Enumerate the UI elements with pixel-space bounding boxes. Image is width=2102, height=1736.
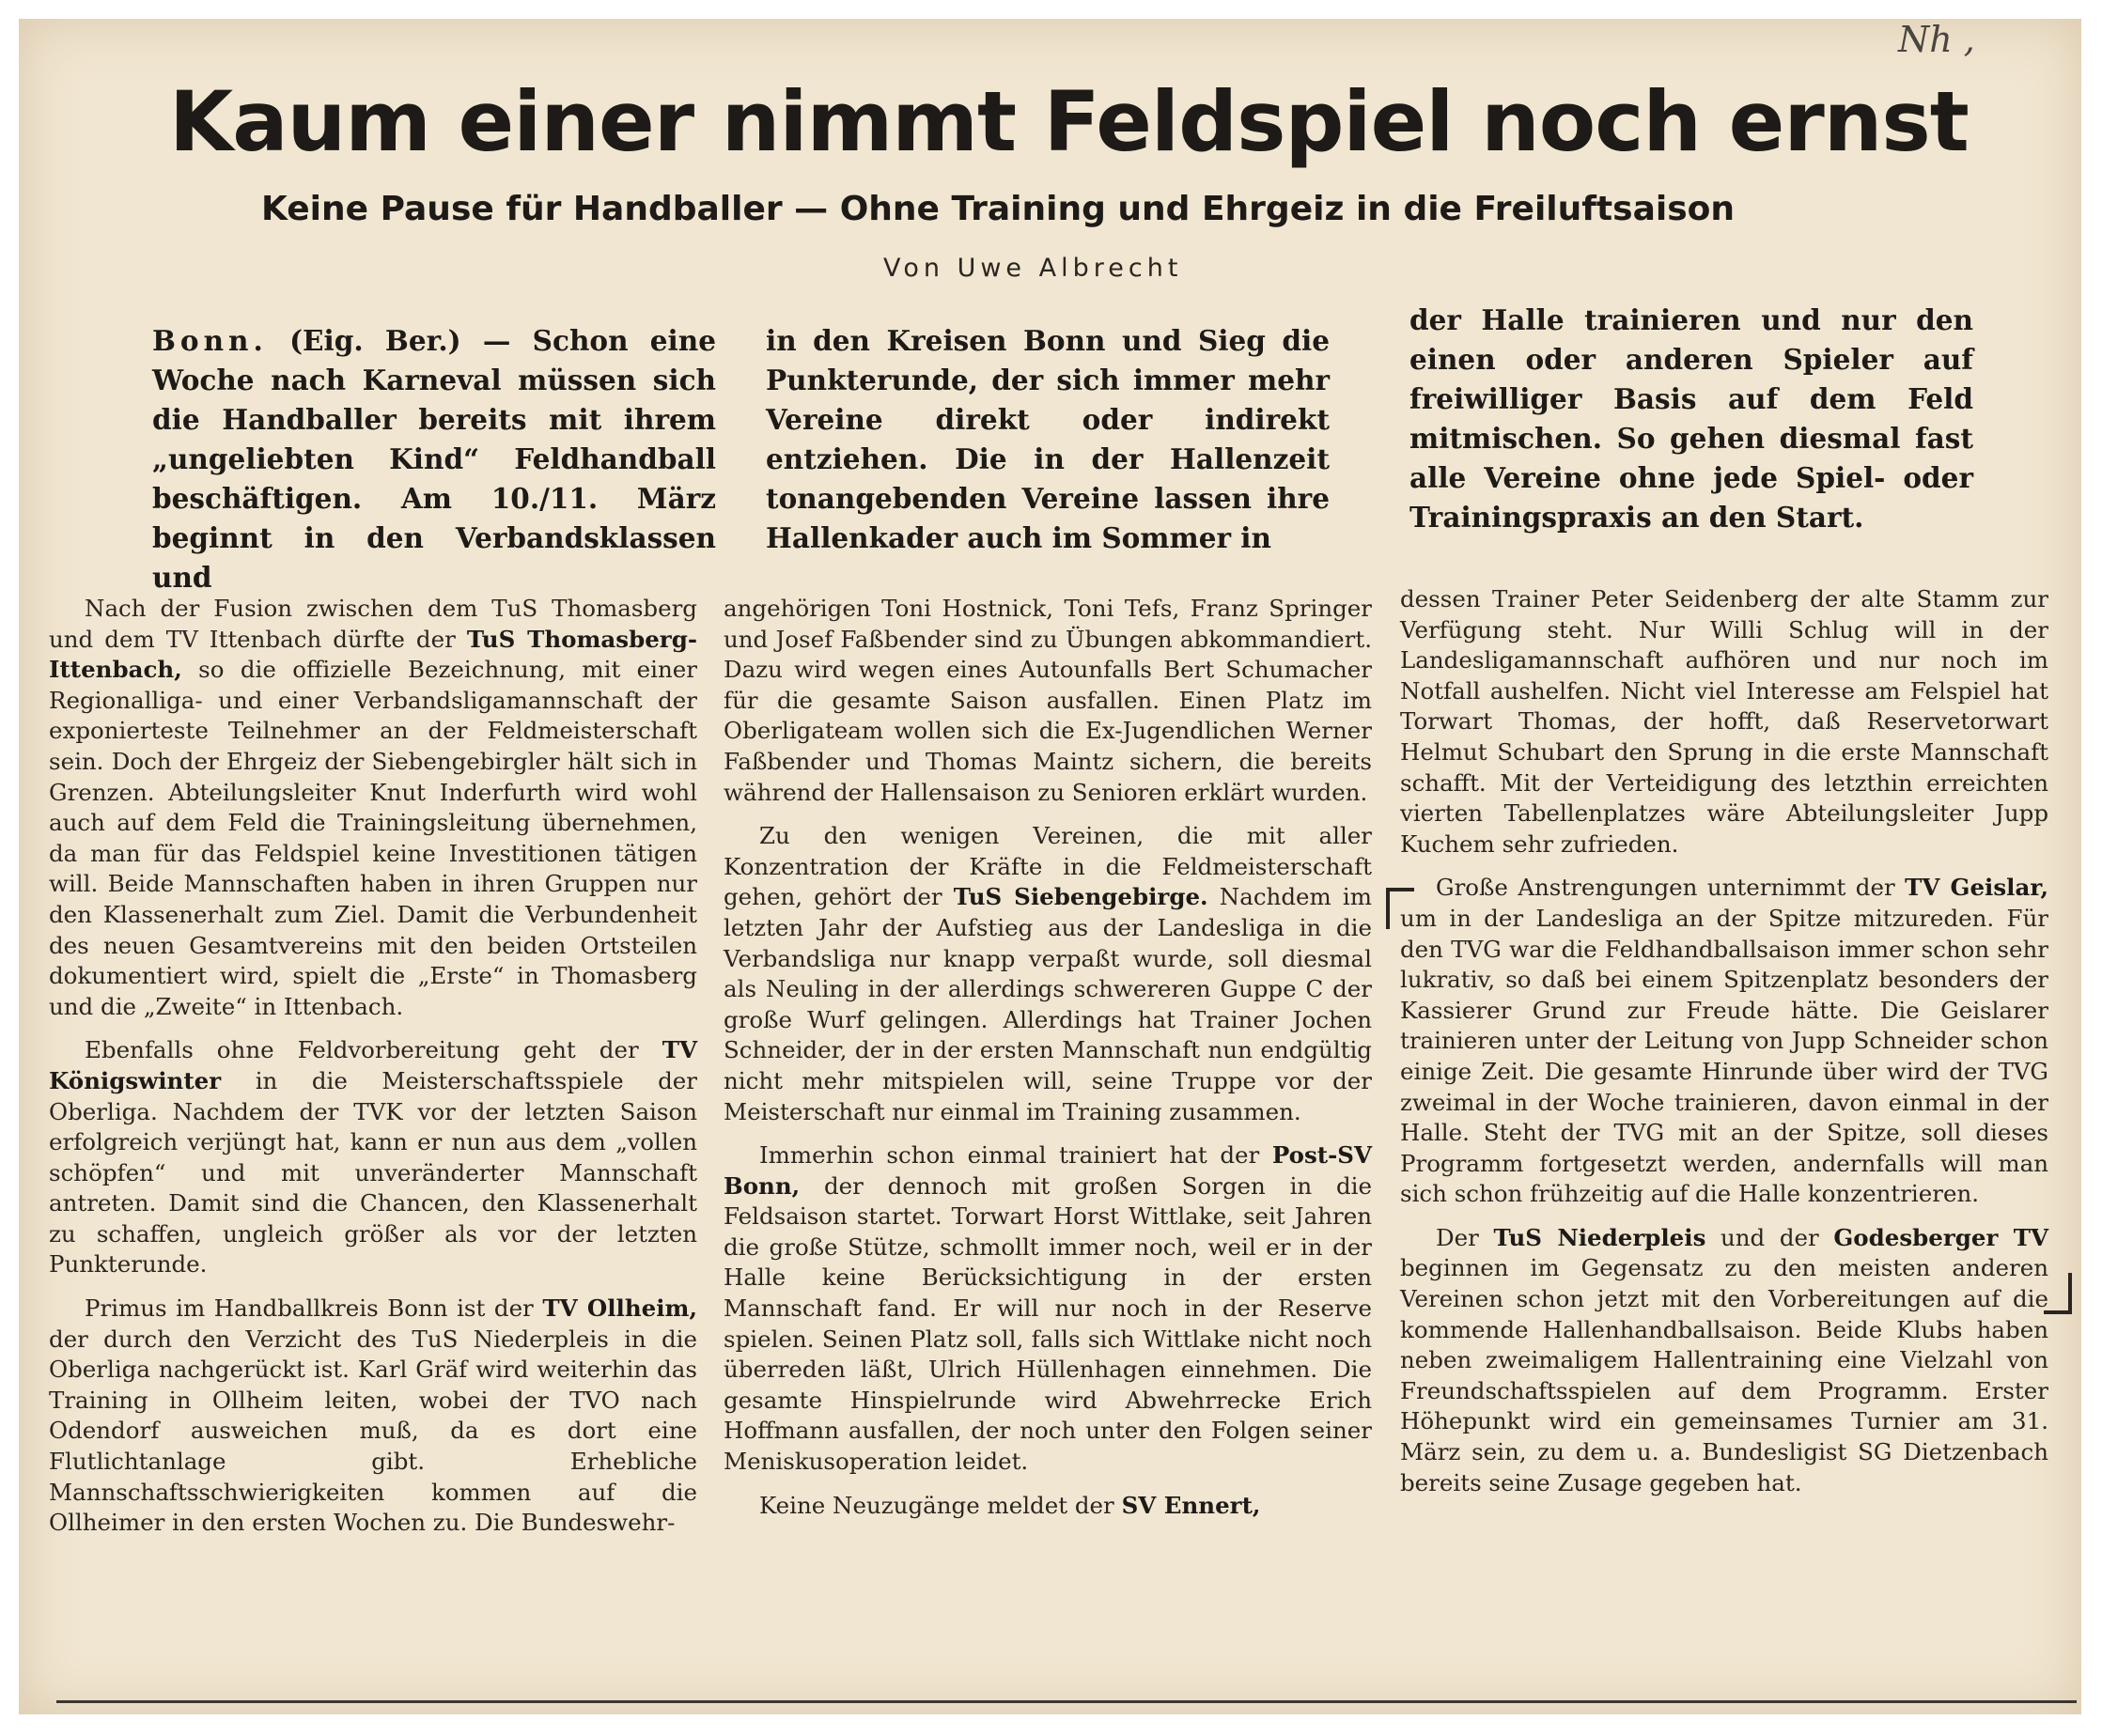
paragraph: Primus im Handballkreis Bonn ist der TV Ollheim, der durch den Verzicht des TuS Niederpleis in die Oberliga nachgerückt ist. Karl Gräf wird weiterhin das Training in Ollheim leiten, wobei der TVO nach Odendorf ausweichen muß, da es dort eine Flutlichtanlage gibt. Erhebliche Mannschaftsschwierigkeiten kommen auf die Ollheimer in den ersten Wochen zu. Die Bundeswehr- xyxy=(49,1294,697,1537)
bottom-rule xyxy=(56,1700,2077,1703)
lead-text-1: (Eig. Ber.) — Schon eine Woche nach Karneval müssen sich die Handballer bereits mit ihrem „ungeliebten Kind“ Feldhandball beschäftigen. Am 10./11. März beginnt in den Verbandsklassen und xyxy=(152,324,716,594)
paragraph: Der TuS Niederpleis und der Godesberger TV beginnen im Gegensatz zu den meisten anderen Vereinen schon jetzt mit den Vorbereitungen auf die kommende Hallenhandballsaison. Beide Klubs haben neben zweimaligem Hallentraining eine Vielzahl von Freundschaftsspielen auf dem Programm. Erster Höhepunkt wird ein gemeinsames Turnier am 31. März sein, zu dem u. a. Bundesligist SG Dietzenbach bereits seine Zusage gegeben hat. xyxy=(1400,1223,2048,1496)
lead-column-3: der Halle trainieren und nur den einen oder anderen Spieler auf freiwilliger Basis auf dem Feld mitmischen. So gehen diesmal fast alle Vereine ohne jede Spiel- oder Trainingspraxis an den Start. xyxy=(1409,303,1973,534)
pen-mark-bottom xyxy=(2044,1273,2072,1314)
body-column-1 xyxy=(49,594,697,1552)
lead-column-1 xyxy=(152,321,716,597)
subheadline: Keine Pause für Handballer — Ohne Training und Ehrgeiz in die Freiluftsaison xyxy=(261,190,1735,228)
newspaper-clipping xyxy=(19,19,2081,1714)
lead-column-2: in den Kreisen Bonn und Sieg die Punkterunde, der sich immer mehr Vereine direkt oder indirekt entziehen. Die in der Hallenzeit tonangebenden Vereine lassen ihre Hallenkader auch im Sommer in xyxy=(766,324,1330,554)
headline: Kaum einer nimmt Feldspiel noch ernst xyxy=(169,73,1969,170)
paragraph: dessen Trainer Peter Seidenberg der alte Stamm zur Verfügung steht. Nur Willi Schlug will in der Landesligamannschaft aufhören und nur noch im Notfall aushelfen. Nicht viel Interesse am Felspiel hat Torwart Thomas, der hofft, daß Reservetorwart Helmut Schubart den Sprung in die erste Mannschaft schafft. Mit der Verteidigung des letzthin erreichten vierten Tabellenplatzes wäre Abteilungsleiter Jupp Kuchem sehr zufrieden. xyxy=(1400,585,2048,858)
paragraph: Ebenfalls ohne Feldvorbereitung geht der TV Königswinter in die Meisterschaftsspiele der Oberliga. Nachdem der TVK vor der letzten Saison erfolgreich verjüngt hat, kann er nun aus dem „vollen schöpfen“ und mit unveränderter Mannschaft antreten. Damit sind die Chancen, den Klassenerhalt zu schaffen, ungleich größer als vor der letzten Punkterunde. xyxy=(49,1036,697,1279)
paragraph: Große Anstrengungen unternimmt der TV Geislar, um in der Landesliga an der Spitze mitzureden. Für den TVG war die Feldhandballsaison immer schon sehr lukrativ, so daß bei einem Spitzenplatz besonders der Kassierer Grund zur Freude hätte. Die Geislarer trainieren unter der Leitung von Jupp Schneider schon einige Zeit. Die gesamte Hinrunde über wird der TVG zweimal in der Woche trainieren, davon einmal in der Halle. Steht der TVG mit an der Spitze, soll dieses Programm fortgesetzt werden, andernfalls will man sich schon frühzeitig auf die Halle konzentrieren. xyxy=(1400,874,2048,1208)
handwritten-note: Nh , xyxy=(1898,19,1975,60)
lead-place: Bonn. xyxy=(152,324,268,357)
paragraph: Zu den wenigen Vereinen, die mit aller Konzentration der Kräfte in die Feldmeisterschaft gehen, gehört der TuS Siebengebirge. Nachdem im letzten Jahr der Aufstieg aus der Landesliga in die Verbandsliga nur knapp verpaßt wurde, soll diesmal als Neuling in der allerdings schwereren Guppe C der große Wurf gelingen. Allerdings hat Trainer Jochen Schneider, der in der ersten Mannschaft nun endgültig nicht mehr mitspielen will, seine Truppe vor der Meisterschaft nur einmal im Training zusammen. xyxy=(724,822,1372,1125)
body-column-2 xyxy=(724,594,1372,1534)
paragraph: Keine Neuzugänge meldet der SV Ennert, xyxy=(759,1491,1261,1519)
byline: Von Uwe Albrecht xyxy=(883,254,1183,283)
paragraph: Immerhin schon einmal trainiert hat der Post-SV Bonn, der dennoch mit großen Sorgen in die Feldsaison startet. Torwart Horst Wittlake, seit Jahren die große Stütze, schmollt immer noch, weil er in der Halle keine Berücksichtigung in der ersten Mannschaft fand. Er will nur noch in der Reserve spielen. Seinen Platz soll, falls sich Wittlake nicht noch überreden läßt, Ulrich Hüllenhagen einnehmen. Die gesamte Hinspielrunde wird Abwehrrecke Erich Hoffmann ausfallen, der noch unter den Folgen seiner Meniskusoperation leidet. xyxy=(724,1141,1372,1476)
body-column-3 xyxy=(1400,584,2048,1511)
paragraph: angehörigen Toni Hostnick, Toni Tefs, Franz Springer und Josef Faßbender sind zu Übungen abkommandiert. Dazu wird wegen eines Autounfalls Bert Schumacher für die gesamte Saison ausfallen. Einen Platz im Oberligateam wollen sich die Ex-Jugendlichen Werner Faßbender und Thomas Maintz sichern, die bereits während der Hallensaison zu Senioren erklärt wurden. xyxy=(724,595,1372,806)
paragraph: Nach der Fusion zwischen dem TuS Thomasberg und dem TV Ittenbach dürfte der TuS Thomasberg-Ittenbach, so die offizielle Bezeichnung, mit einer Regionalliga- und einer Verbandsligamannschaft der exponierteste Teilnehmer an der Feldmeisterschaft sein. Doch der Ehrgeiz der Siebengebirgler hält sich in Grenzen. Abteilungsleiter Knut Inderfurth wird wohl auch auf dem Feld die Trainingsleitung übernehmen, da man für das Feldspiel keine Investitionen tätigen will. Beide Mannschaften haben in ihren Gruppen nur den Klassenerhalt zum Ziel. Damit die Verbundenheit des neuen Gesamtvereins mit den beiden Ortsteilen dokumentiert wird, spielt die „Erste“ in Thomasberg und die „Zweite“ in Ittenbach. xyxy=(49,595,697,1020)
pen-mark-top xyxy=(1386,888,1414,929)
